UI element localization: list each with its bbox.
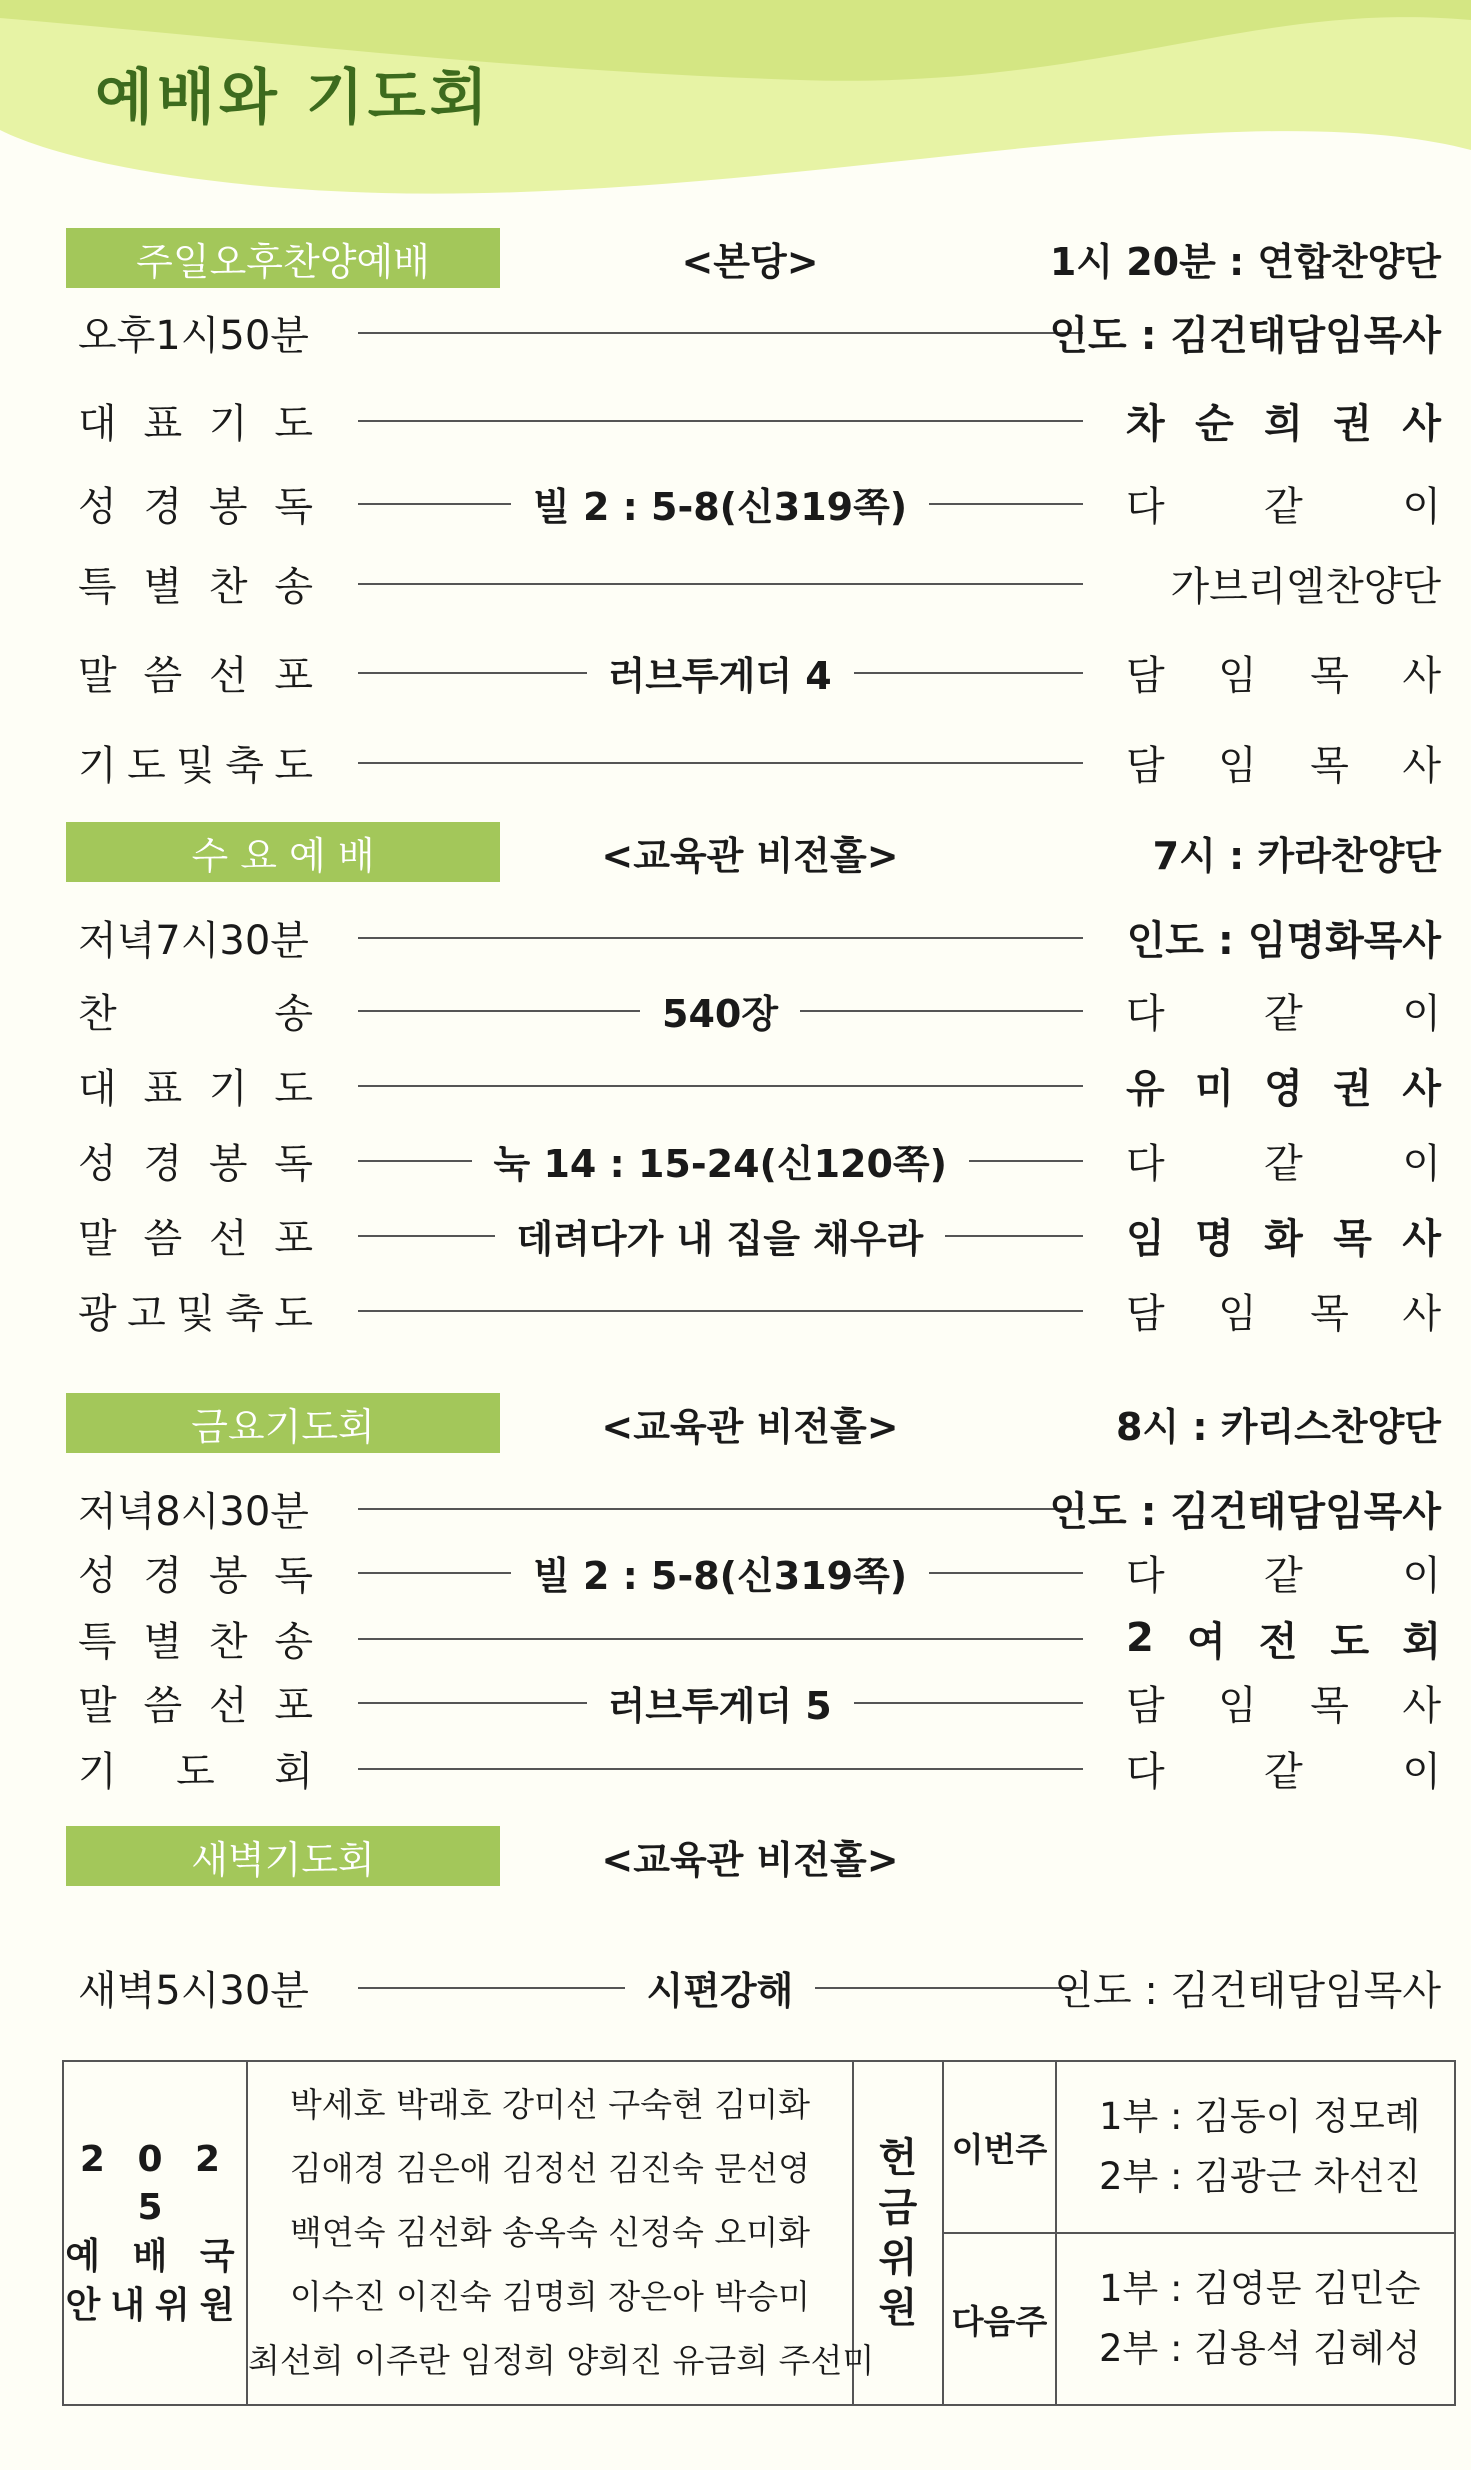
row-right-char: 사: [1402, 400, 1441, 447]
row-label: [78, 907, 313, 967]
row-label-char: 회: [274, 1748, 313, 1795]
row-label-char: 말: [78, 652, 117, 699]
section-label: 수 요 예 배: [66, 822, 500, 882]
row-label: [78, 642, 313, 702]
row-label-char: 찬: [208, 1618, 248, 1665]
row-label-char: 특: [78, 1618, 117, 1665]
section-choir: 8시 : 카리스찬양단: [1115, 1404, 1441, 1449]
row-right: [1049, 302, 1441, 362]
row-label: [78, 1672, 313, 1732]
row-right-char: 이: [1402, 483, 1441, 530]
row-right-char: 미: [1195, 1065, 1234, 1112]
schedule-row: [0, 1608, 1471, 1668]
row-label: [78, 732, 313, 792]
row-label-char: 별: [143, 1618, 183, 1665]
row-label-char: 선: [208, 1215, 248, 1262]
row-right: [1126, 390, 1441, 450]
row-right-char: 임: [1218, 1290, 1257, 1337]
next-week-shift: 1부 : 김영문 김민순: [1099, 2267, 1421, 2310]
row-right-char: 사: [1402, 1682, 1441, 1729]
row-right-char: 임: [1218, 1682, 1257, 1729]
row-label-char: 별: [143, 563, 183, 610]
section-choir: 7시 : 카라찬양단: [1152, 833, 1441, 878]
row-label-char: 도: [274, 742, 313, 789]
row-right-char: 이: [1402, 1552, 1441, 1599]
row-label: [78, 1055, 313, 1115]
row-label: [78, 1478, 313, 1538]
row-middle: 540장: [640, 980, 800, 1040]
leader-line: [358, 1508, 1083, 1510]
row-right-char: 다: [1126, 1748, 1165, 1795]
row-right: [1126, 980, 1441, 1040]
row-right-char: 담: [1126, 652, 1165, 699]
row-middle: 시편강해: [625, 1957, 816, 2017]
row-right-char: 도: [1330, 1618, 1370, 1665]
row-right-char: 권: [1333, 400, 1372, 447]
row-right-char: 임: [1218, 742, 1257, 789]
row-right-char: 같: [1264, 1748, 1303, 1795]
row-label-char: 기: [208, 1065, 248, 1112]
row-label-char: 기: [78, 742, 117, 789]
section-location: <교육관 비전홀>: [601, 1837, 899, 1882]
row-right: [1126, 473, 1441, 533]
row-label: [78, 553, 313, 613]
this-week-shift: 1부 : 김동이 정모례: [1099, 2095, 1421, 2138]
row-label: [78, 1957, 313, 2017]
row-label-char: 경: [143, 483, 183, 530]
row-label-char: 송: [274, 563, 313, 610]
row-right-char: 인도 : 김건태담임목사: [1049, 1488, 1441, 1535]
row-label: [78, 1280, 313, 1340]
leader-line: [358, 420, 1083, 422]
row-label-char: 말: [78, 1682, 117, 1729]
row-label: [78, 980, 313, 1040]
row-label-char: 성: [78, 483, 117, 530]
row-label-char: 기: [208, 400, 248, 447]
row-right-char: 다: [1126, 483, 1165, 530]
section-location: <교육관 비전홀>: [601, 1404, 899, 1449]
row-right-char: 같: [1264, 483, 1303, 530]
row-label-char: 경: [143, 1552, 183, 1599]
row-right-char: 같: [1264, 1552, 1303, 1599]
row-right: [1126, 1130, 1441, 1190]
row-label-char: 새벽5시30분: [78, 1967, 309, 2014]
schedule-row: [0, 473, 1471, 533]
row-right-char: 사: [1402, 652, 1441, 699]
row-right-char: 목: [1333, 1215, 1372, 1262]
row-right-char: 목: [1310, 1682, 1349, 1729]
row-right-char: 명: [1195, 1215, 1234, 1262]
row-label-char: 저녁7시30분: [78, 917, 309, 964]
row-label-char: 씀: [143, 1682, 183, 1729]
leader-line: [358, 583, 1083, 585]
row-label-char: 찬: [208, 563, 248, 610]
row-right-char: 희: [1264, 400, 1303, 447]
this-week-shift: 2부 : 김광근 차선진: [1099, 2155, 1421, 2198]
section-header: [0, 228, 1471, 288]
row-label: [78, 390, 313, 450]
committee-title-line: 안내위원: [65, 2284, 245, 2326]
row-right: [1126, 1672, 1441, 1732]
next-week-cell: [1056, 2233, 1455, 2405]
row-label-char: 봉: [208, 1552, 248, 1599]
schedule-row: [0, 1542, 1471, 1602]
section-header: [0, 822, 1471, 882]
leader-line: [358, 762, 1083, 764]
row-right-char: 순: [1195, 400, 1234, 447]
schedule-row: [0, 1205, 1471, 1265]
row-label: [78, 302, 313, 362]
section-location: <교육관 비전홀>: [601, 833, 899, 878]
schedule-row: [0, 553, 1471, 613]
row-right-char: 같: [1264, 990, 1303, 1037]
schedule-row: [0, 1957, 1471, 2017]
next-week-label: 다음주: [943, 2233, 1056, 2405]
row-label-char: 대: [78, 400, 117, 447]
row-right-char: 사: [1402, 1065, 1441, 1112]
row-label-char: 표: [143, 1065, 183, 1112]
offering-title-char: 금: [878, 2185, 918, 2231]
committee-title-line: 예 배 국: [65, 2236, 245, 2277]
row-right-char: 영: [1264, 1065, 1303, 1112]
this-week-cell: [1056, 2061, 1455, 2233]
row-right: [1126, 553, 1441, 613]
row-label-char: 송: [274, 1618, 313, 1665]
leader-line: [358, 1768, 1083, 1770]
section-location: <본당>: [681, 239, 819, 284]
row-right: [1126, 1738, 1441, 1798]
row-right-char: 사: [1402, 1215, 1441, 1262]
row-label-char: 선: [208, 1682, 248, 1729]
schedule-row: [0, 1280, 1471, 1340]
row-middle: 빌 2 : 5-8(신319쪽): [511, 1542, 929, 1602]
row-label-char: 경: [143, 1140, 183, 1187]
row-right: [1126, 642, 1441, 702]
row-label-char: 표: [143, 400, 183, 447]
row-right: [1049, 1478, 1441, 1538]
row-middle: 러브투게더 5: [587, 1672, 854, 1732]
row-label-char: 축: [225, 742, 264, 789]
row-label: [78, 1130, 313, 1190]
row-label: [78, 1542, 313, 1602]
row-label-char: 봉: [208, 483, 248, 530]
row-right: [1126, 1205, 1441, 1265]
row-right-char: 다: [1126, 1140, 1165, 1187]
row-right-char: 차: [1126, 400, 1165, 447]
row-label-char: 광: [78, 1290, 117, 1337]
leader-line: [358, 1310, 1083, 1312]
this-week-label: 이번주: [943, 2061, 1056, 2233]
section-label: 금요기도회: [66, 1393, 500, 1453]
row-right-char: 인도 : 임명화목사: [1126, 917, 1441, 964]
row-right-char: 목: [1310, 1290, 1349, 1337]
row-label-char: 대: [78, 1065, 117, 1112]
row-right-char: 이: [1402, 990, 1441, 1037]
row-right-char: 담: [1126, 1682, 1165, 1729]
row-label-char: 씀: [143, 652, 183, 699]
schedule-row: [0, 1738, 1471, 1798]
offering-title-char: 원: [878, 2285, 918, 2331]
row-label-char: 송: [274, 990, 313, 1037]
row-right: [1126, 732, 1441, 792]
row-right-char: 권: [1333, 1065, 1372, 1112]
committee-name-line: 이수진 이진숙 김명희 장은아 박승미: [289, 2277, 811, 2316]
leader-line: [358, 937, 1083, 939]
schedule-row: [0, 390, 1471, 450]
section-header: [0, 1393, 1471, 1453]
row-label-char: 독: [274, 483, 313, 530]
row-right-char: 인도 : 김건태담임목사: [1054, 1967, 1441, 2014]
committee-name-line: 백연숙 김선화 송옥숙 신정숙 오미화: [289, 2213, 811, 2252]
row-label: [78, 473, 313, 533]
row-label: [78, 1205, 313, 1265]
row-label-char: 및: [176, 1290, 215, 1337]
row-label-char: 포: [274, 652, 313, 699]
row-label-char: 성: [78, 1140, 117, 1187]
row-right-char: 이: [1402, 1140, 1441, 1187]
row-right: [1126, 1280, 1441, 1340]
row-right: [1126, 907, 1441, 967]
row-label-char: 기: [78, 1748, 117, 1795]
row-middle: 빌 2 : 5-8(신319쪽): [511, 473, 929, 533]
row-right-char: 사: [1402, 1290, 1441, 1337]
leader-line: [358, 1085, 1083, 1087]
schedule-row: [0, 302, 1471, 362]
row-right-char: 화: [1264, 1215, 1303, 1262]
committee-name-line: 박세호 박래호 강미선 구숙현 김미화: [289, 2085, 811, 2124]
leader-line: [358, 332, 1083, 334]
section-choir: 1시 20분 : 연합찬양단: [1049, 239, 1441, 284]
committee-names: [247, 2061, 875, 2405]
row-right-char: 전: [1258, 1618, 1298, 1665]
schedule-row: [0, 1055, 1471, 1115]
row-right-char: 2: [1126, 1615, 1154, 1661]
row-right-char: 다: [1126, 1552, 1165, 1599]
section-header: [0, 1826, 1471, 1886]
row-right-char: 담: [1126, 1290, 1165, 1337]
offering-title-char: 헌: [878, 2135, 918, 2181]
row-right-char: 유: [1126, 1065, 1165, 1112]
row-label-char: 선: [208, 652, 248, 699]
row-label-char: 축: [225, 1290, 264, 1337]
footer-table: [62, 2060, 1456, 2406]
schedule-row: [0, 642, 1471, 702]
row-right-char: 담: [1126, 742, 1165, 789]
row-right: [1126, 1055, 1441, 1115]
schedule-row: [0, 732, 1471, 792]
schedule-row: [0, 1130, 1471, 1190]
committee-title-line: 2 0 2 5: [79, 2138, 231, 2229]
row-middle: 러브투게더 4: [587, 642, 854, 702]
row-right-char: 회: [1402, 1618, 1441, 1665]
row-right: [1126, 1608, 1441, 1668]
leader-line: [358, 1638, 1083, 1640]
row-label: [78, 1738, 313, 1798]
row-right: [1054, 1957, 1441, 2017]
row-label-char: 도: [127, 742, 166, 789]
row-middle: 눅 14 : 15-24(신120쪽): [472, 1130, 969, 1190]
schedule-row: [0, 1672, 1471, 1732]
row-label-char: 독: [274, 1552, 313, 1599]
row-label: [78, 1608, 313, 1668]
row-label-char: 도: [274, 400, 313, 447]
row-right-char: 다: [1126, 990, 1165, 1037]
row-label-char: 도: [176, 1748, 215, 1795]
schedule-row: [0, 980, 1471, 1040]
row-right-char: 목: [1310, 652, 1349, 699]
row-label-char: 고: [127, 1290, 166, 1337]
row-label-char: 말: [78, 1215, 117, 1262]
row-right-char: 이: [1402, 1748, 1441, 1795]
committee-name-line: 김애경 김은애 김정선 김진숙 문선영: [289, 2149, 811, 2188]
row-right-char: 사: [1402, 742, 1441, 789]
row-right: [1126, 1542, 1441, 1602]
row-label-char: 도: [274, 1065, 313, 1112]
row-right-char: 목: [1310, 742, 1349, 789]
section-label: 새벽기도회: [66, 1826, 500, 1886]
offering-title-char: 위: [878, 2235, 918, 2281]
row-label-char: 저녁8시30분: [78, 1488, 309, 1535]
row-label-char: 포: [274, 1215, 313, 1262]
schedule-row: [0, 907, 1471, 967]
row-label-char: 도: [274, 1290, 313, 1337]
schedule-row: [0, 1478, 1471, 1538]
section-label: 주일오후찬양예배: [66, 228, 500, 288]
row-right-char: 같: [1264, 1140, 1303, 1187]
row-label-char: 찬: [78, 990, 117, 1037]
row-right-char: 여: [1186, 1618, 1226, 1665]
row-label-char: 특: [78, 563, 117, 610]
row-label-char: 및: [176, 742, 215, 789]
row-label-char: 씀: [143, 1215, 183, 1262]
committee-title: [63, 2061, 247, 2405]
committee-name-line: 최선희 이주란 임정희 양희진 유금희 주선미: [248, 2341, 875, 2380]
row-right-char: 인도 : 김건태담임목사: [1049, 312, 1441, 359]
row-middle: 데려다가 내 집을 채우라: [495, 1205, 946, 1265]
row-label-char: 봉: [208, 1140, 248, 1187]
row-label-char: 오후1시50분: [78, 312, 309, 359]
row-label-char: 성: [78, 1552, 117, 1599]
row-right-char: 가브리엘찬양단: [1170, 563, 1441, 610]
page-title: 예배와 기도회: [95, 63, 492, 133]
row-right-char: 임: [1218, 652, 1257, 699]
row-right-char: 임: [1126, 1215, 1165, 1262]
next-week-shift: 2부 : 김용석 김혜성: [1099, 2327, 1421, 2370]
row-label-char: 독: [274, 1140, 313, 1187]
row-label-char: 포: [274, 1682, 313, 1729]
